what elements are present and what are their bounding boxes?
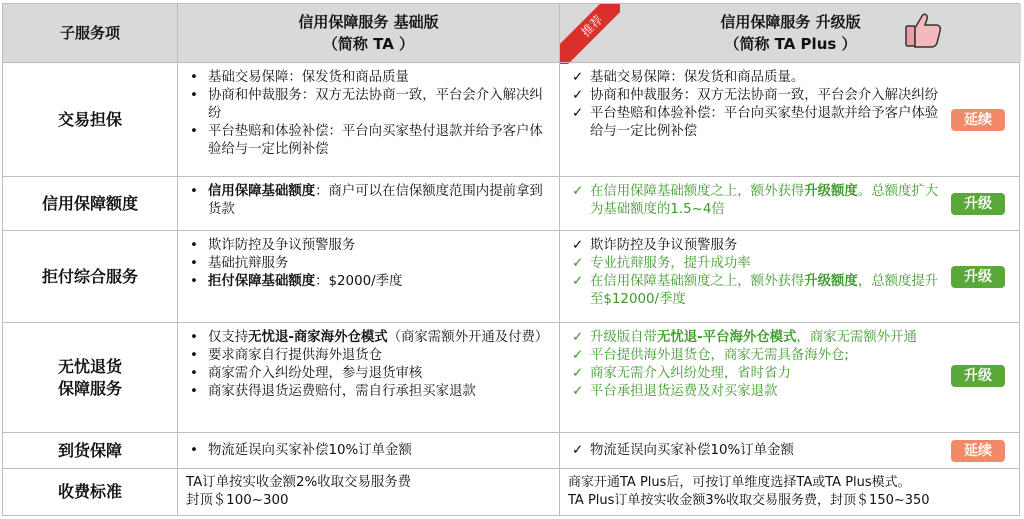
list-item: • 物流延误向买家补偿10%订单金额 xyxy=(190,443,412,458)
fee-basic-line: TA订单按实收金额2%收取交易服务费 xyxy=(186,475,412,490)
row-transaction-guarantee xyxy=(3,62,1019,176)
status-badge: 延续 xyxy=(951,440,1005,462)
row-fee-standard xyxy=(3,468,1019,515)
header-col-service xyxy=(3,4,177,62)
list-item: ✓ 升级版自带无忧退-平台海外仓模式，商家无需额外开通 xyxy=(572,330,917,345)
status-badge: 延续 xyxy=(951,109,1005,131)
header-plus-abbr: （简称 TA Plus ） xyxy=(724,35,857,53)
plus-cell xyxy=(559,231,1021,322)
list-item: ✓ 在信用保障基础额度之上，额外获得升级额度。总额度扩大为基础额度的1.5~4倍 xyxy=(572,184,939,217)
plus-cell xyxy=(559,63,1021,176)
row-delivery-guarantee xyxy=(3,432,1019,468)
list-item: ✓ 平台承担退货运费及对买家退款 xyxy=(572,384,778,399)
list-item: ✓ 商家无需介入纠纷处理，省时省力 xyxy=(572,366,791,381)
recommend-ribbon xyxy=(560,4,620,64)
list-item: • 欺诈防控及争议预警服务 xyxy=(190,238,356,253)
list-item: • 商家获得退货运费赔付，需自行承担买家退款 xyxy=(190,384,476,399)
basic-cell xyxy=(177,469,559,515)
recommend-ribbon-label: 推荐 xyxy=(560,4,620,64)
list-item: • 拒付保障基础额度：$2000/季度 xyxy=(190,274,403,289)
plus-cell xyxy=(559,469,1021,515)
row-chargeback-service xyxy=(3,230,1019,322)
header-col-plus xyxy=(559,4,1021,62)
row-label: 拒付综合服务 xyxy=(41,266,138,286)
row-label-cell xyxy=(3,63,177,176)
list-item: • 信用保障基础额度：商户可以在信保额度范围内提前拿到货款 xyxy=(190,184,543,217)
header-plus-title: 信用保障服务 升级版 xyxy=(720,13,861,31)
row-label: 无忧退货 xyxy=(57,356,122,376)
plus-cell xyxy=(559,433,1021,468)
list-item: ✓ 在信用保障基础额度之上，额外获得升级额度，总额度提升至$12000/季度 xyxy=(572,274,939,307)
row-label: 信用保障额度 xyxy=(41,193,138,213)
row-label-cell xyxy=(3,231,177,322)
list-item: ✓ 平台提供海外退货仓，商家无需具备海外仓; xyxy=(572,348,849,363)
list-item: ✓ 协商和仲裁服务：双方无法协商一致，平台会介入解决纠纷 xyxy=(572,88,939,103)
fee-plus-line: TA Plus订单按实收金额3%收取交易服务费，封顶＄150~350 xyxy=(568,493,930,508)
header-row xyxy=(3,4,1019,62)
list-item: ✓ 基础交易保障：保发货和商品质量。 xyxy=(572,70,805,85)
list-item: • 协商和仲裁服务：双方无法协商一致，平台会介入解决纠纷 xyxy=(190,88,543,121)
row-return-guarantee xyxy=(3,322,1019,432)
basic-cell xyxy=(177,231,559,322)
list-item: • 商家需介入纠纷处理，参与退货审核 xyxy=(190,366,423,381)
row-label: 到货保障 xyxy=(57,440,122,460)
plus-cell xyxy=(559,177,1021,230)
row-label-cell xyxy=(3,177,177,230)
status-badge: 升级 xyxy=(951,365,1005,387)
service-comparison-table xyxy=(2,3,1020,516)
list-item: • 基础交易保障：保发货和商品质量 xyxy=(190,70,409,85)
row-label: 收费标准 xyxy=(57,482,122,501)
row-label-cell xyxy=(3,469,177,515)
plus-cell xyxy=(559,323,1021,432)
fee-basic-line: 封顶＄100~300 xyxy=(186,493,289,508)
basic-cell xyxy=(177,433,559,468)
row-label: 交易担保 xyxy=(57,109,122,129)
header-basic-abbr: （简称 TA ） xyxy=(322,35,415,53)
row-label: 保障服务 xyxy=(57,378,122,398)
basic-cell xyxy=(177,323,559,432)
status-badge: 升级 xyxy=(951,266,1005,288)
list-item: ✓ 物流延误向买家补偿10%订单金额 xyxy=(572,443,794,458)
row-label-cell xyxy=(3,323,177,432)
header-col-basic xyxy=(177,4,559,62)
list-item: ✓ 专业抗辩服务，提升成功率 xyxy=(572,256,751,271)
list-item: ✓ 欺诈防控及争议预警服务 xyxy=(572,238,738,253)
header-col-service-label: 子服务项 xyxy=(59,24,120,42)
list-item: ✓ 平台垫赔和体验补偿：平台向买家垫付退款并给予客户体验给与一定比例补偿 xyxy=(572,106,939,139)
list-item: • 仅支持无忧退-商家海外仓模式（商家需额外开通及付费） xyxy=(190,330,549,345)
status-badge: 升级 xyxy=(951,193,1005,215)
row-label-cell xyxy=(3,433,177,468)
basic-cell xyxy=(177,63,559,176)
fee-plus-line: 商家开通TA Plus后，可按订单维度选择TA或TA Plus模式。 xyxy=(568,475,911,490)
thumbs-up-icon xyxy=(903,10,943,50)
list-item: • 要求商家自行提供海外退货仓 xyxy=(190,348,383,363)
list-item: • 基础抗辩服务 xyxy=(190,256,289,271)
list-item: • 平台垫赔和体验补偿：平台向买家垫付退款并给予客户体验给与一定比例补偿 xyxy=(190,124,543,157)
header-basic-title: 信用保障服务 基础版 xyxy=(298,13,439,31)
row-credit-limit xyxy=(3,176,1019,230)
basic-cell xyxy=(177,177,559,230)
